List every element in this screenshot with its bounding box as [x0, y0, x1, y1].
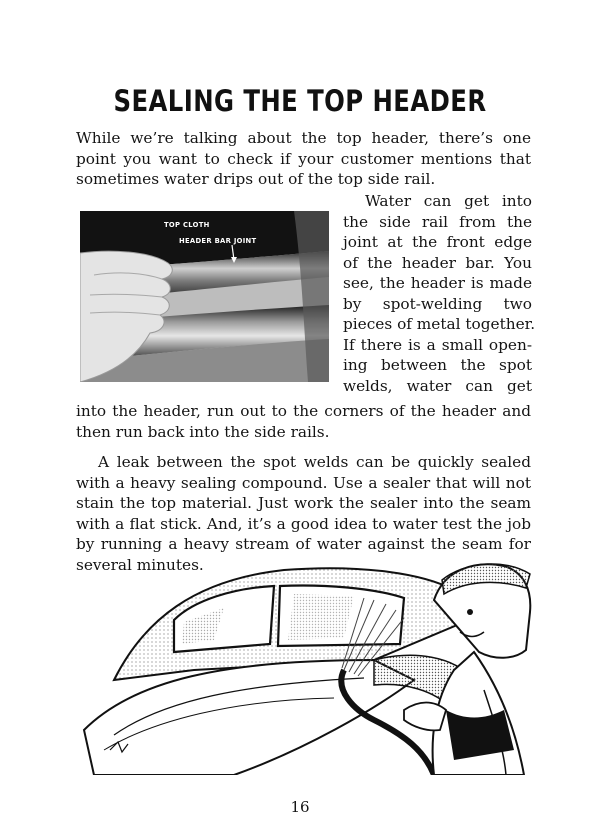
text-line: the side rail from the [343, 212, 532, 231]
page-number: 16 [290, 798, 310, 816]
text-line: joint at the front edge [343, 233, 532, 251]
text-line: If there is a small open- [343, 335, 532, 354]
text-line: see, the header is made [343, 274, 532, 292]
header-bar-photo [80, 211, 329, 382]
paragraph-sealing: A leak between the spot welds can be quickly sealed with a heavy sealing compound. Use a sealer that will not stain the top material. Just work the sealer into the seam with a flat stick. And, it’s a good idea to water test the job by running a heavy stream of water against the seam for several minutes. [76, 453, 531, 574]
text-line: welds, water can get [343, 376, 532, 395]
text-line: of the header bar. You [343, 253, 532, 272]
photo-label-header-bar-joint: HEADER BAR JOINT [179, 237, 257, 245]
text-line: ing between the spot [343, 356, 532, 374]
mechanic-water-test-illustration [74, 560, 534, 775]
page-title: SEALING THE TOP HEADER [113, 84, 487, 118]
text-line: pieces of metal together. [343, 315, 536, 333]
paragraph-intro: While we’re talking about the top header, there’s one point you want to check if your customer mentions that sometimes water drips out of the top side rail. [76, 129, 531, 188]
paragraph-side-column [343, 191, 536, 396]
text-line: by spot-welding two [343, 294, 532, 313]
photo-label-top-cloth: TOP CLOTH [164, 221, 210, 229]
paragraph-side-rail-tail: into the header, run out to the corners of the header and then run back into the side rails. [76, 402, 531, 441]
text-line: Water can get into [365, 192, 532, 210]
